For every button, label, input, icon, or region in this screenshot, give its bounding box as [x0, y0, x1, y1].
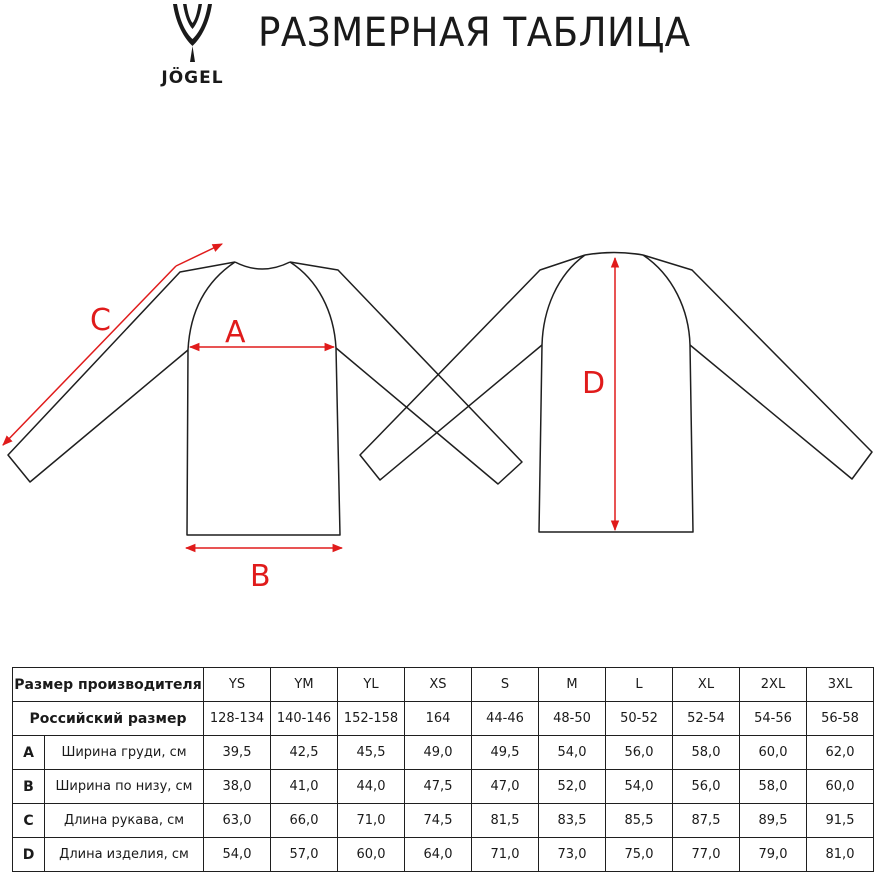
value-cell: 75,0	[606, 838, 673, 872]
value-cell: 60,0	[740, 736, 807, 770]
value-cell: 41,0	[271, 770, 338, 804]
value-cell: 71,0	[472, 838, 539, 872]
value-cell: 64,0	[405, 838, 472, 872]
russian-size-cell: 52-54	[673, 702, 740, 736]
measure-lines	[3, 244, 615, 548]
russian-size-cell: 164	[405, 702, 472, 736]
value-cell: 44,0	[338, 770, 405, 804]
size-table-wrap	[12, 667, 874, 872]
row-label: Ширина по низу, см	[45, 770, 204, 804]
value-cell: 54,0	[539, 736, 606, 770]
row-letter: B	[13, 770, 45, 804]
value-cell: 87,5	[673, 804, 740, 838]
value-cell: 58,0	[740, 770, 807, 804]
value-cell: 73,0	[539, 838, 606, 872]
value-cell: 47,0	[472, 770, 539, 804]
value-cell: 71,0	[338, 804, 405, 838]
value-cell: 85,5	[606, 804, 673, 838]
row-letter: D	[13, 838, 45, 872]
value-cell: 60,0	[338, 838, 405, 872]
header-label: Размер производителя	[13, 668, 204, 702]
value-cell: 54,0	[204, 838, 271, 872]
value-cell: 56,0	[673, 770, 740, 804]
value-cell: 39,5	[204, 736, 271, 770]
russian-size-cell: 140-146	[271, 702, 338, 736]
russian-label: Российский размер	[13, 702, 204, 736]
size-cell: XL	[673, 668, 740, 702]
table-row-russian	[13, 702, 874, 736]
value-cell: 91,5	[807, 804, 874, 838]
value-cell: 62,0	[807, 736, 874, 770]
measure-label-b: B	[250, 559, 271, 594]
page-title: РАЗМЕРНАЯ ТАБЛИЦА	[258, 10, 691, 56]
value-cell: 79,0	[740, 838, 807, 872]
value-cell: 81,5	[472, 804, 539, 838]
brand-name: JÖGEL	[161, 68, 224, 88]
size-cell: YM	[271, 668, 338, 702]
measure-label-a: A	[225, 315, 246, 350]
measure-label-c: C	[90, 303, 111, 338]
value-cell: 56,0	[606, 736, 673, 770]
row-label: Длина изделия, см	[45, 838, 204, 872]
value-cell: 66,0	[271, 804, 338, 838]
table-row-d	[13, 838, 874, 872]
value-cell: 49,5	[472, 736, 539, 770]
table-row-a	[13, 736, 874, 770]
size-cell: M	[539, 668, 606, 702]
row-letter: C	[13, 804, 45, 838]
size-cell: 2XL	[740, 668, 807, 702]
size-cell: YS	[204, 668, 271, 702]
back-shirt	[360, 253, 872, 533]
value-cell: 38,0	[204, 770, 271, 804]
value-cell: 63,0	[204, 804, 271, 838]
size-cell: 3XL	[807, 668, 874, 702]
size-cell: S	[472, 668, 539, 702]
size-cell: YL	[338, 668, 405, 702]
row-letter: A	[13, 736, 45, 770]
value-cell: 83,5	[539, 804, 606, 838]
russian-size-cell: 50-52	[606, 702, 673, 736]
value-cell: 58,0	[673, 736, 740, 770]
value-cell: 74,5	[405, 804, 472, 838]
russian-size-cell: 48-50	[539, 702, 606, 736]
russian-size-cell: 56-58	[807, 702, 874, 736]
russian-size-cell: 128-134	[204, 702, 271, 736]
value-cell: 52,0	[539, 770, 606, 804]
russian-size-cell: 54-56	[740, 702, 807, 736]
value-cell: 54,0	[606, 770, 673, 804]
table-row-b	[13, 770, 874, 804]
value-cell: 81,0	[807, 838, 874, 872]
table-row-c	[13, 804, 874, 838]
value-cell: 47,5	[405, 770, 472, 804]
row-label: Ширина груди, см	[45, 736, 204, 770]
value-cell: 89,5	[740, 804, 807, 838]
measure-label-d: D	[582, 366, 606, 401]
size-cell: L	[606, 668, 673, 702]
value-cell: 60,0	[807, 770, 874, 804]
front-shirt	[8, 262, 522, 535]
value-cell: 45,5	[338, 736, 405, 770]
size-table	[12, 667, 874, 872]
value-cell: 57,0	[271, 838, 338, 872]
row-label: Длина рукава, см	[45, 804, 204, 838]
russian-size-cell: 152-158	[338, 702, 405, 736]
russian-size-cell: 44-46	[472, 702, 539, 736]
size-cell: XS	[405, 668, 472, 702]
value-cell: 77,0	[673, 838, 740, 872]
table-row-sizes	[13, 668, 874, 702]
value-cell: 49,0	[405, 736, 472, 770]
value-cell: 42,5	[271, 736, 338, 770]
